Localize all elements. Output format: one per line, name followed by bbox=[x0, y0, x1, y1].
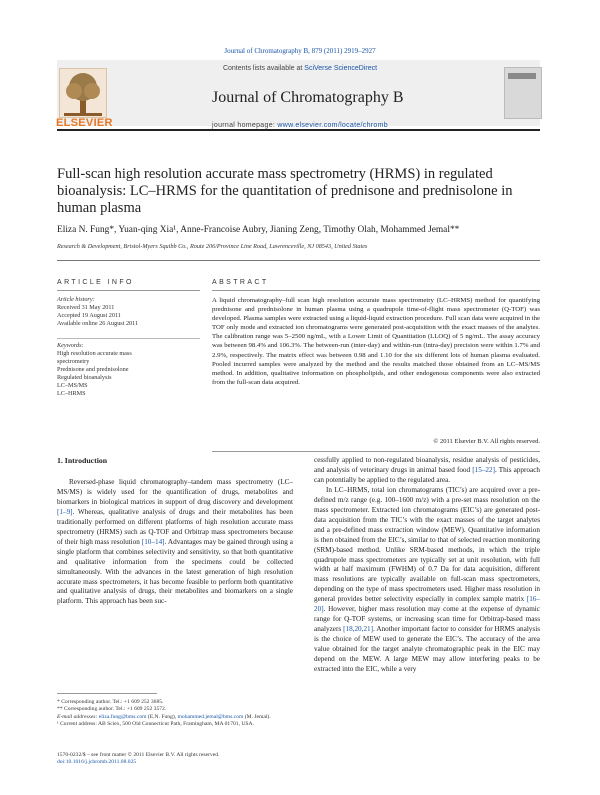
text-run: . Advantages may be gained through using a single platform that combines selectivity and sensitivity, so that both quantitative and qualitative information from the specimens could be collected simultaneously. With the advances in the latest generation of high resolution accurate mass spectrometers, it has become feasible to perform both quantitative and qualitative analysis of drugs, their metabolites and biomarkers on a single platform. This approach has been suc- bbox=[57, 537, 293, 606]
header-rule bbox=[57, 129, 540, 131]
online-date: Available online 26 August 2011 bbox=[57, 320, 139, 327]
abstract-heading: ABSTRACT bbox=[212, 279, 269, 286]
email-label: E-mail addresses: bbox=[57, 713, 98, 720]
footnote-current-address: ¹ Current address: AB Sciex, 500 Old Connecticut Path, Framingham, MA 01701, USA. bbox=[57, 720, 254, 727]
body-paragraph bbox=[314, 456, 540, 486]
copyright-notice: © 2011 Elsevier B.V. All rights reserved. bbox=[433, 438, 540, 445]
email-owner: (E.N. Fung), bbox=[147, 713, 177, 720]
abstract-bottom-rule bbox=[212, 451, 540, 452]
abstract-text: A liquid chromatography–full scan high resolution accurate mass spectrometry (LC–HRMS) method for quantifying prednisone and prednisolone in human plasma using a quadrupole time-of-flight mass spectrometer (Q-TOF) was developed. Plasma samples were extracted using a liquid-liquid extraction procedure. Full scan data were acquired in the TOF only mode and extracted ion chromatograms were generated post-acquisition with the exact masses of the analytes. The calibration range was 5–2500 ng/mL, with a Lower Limit of Quantitation (LLOQ) of 5 ng/mL. The assay accuracy was between 98.4% and 106.3%. The between-run (inter-day) and within-run (intra-day) precision were within 1.7% and 2.9%, respectively. The matrix effect was between 0.98 and 1.10 for the six different lots of human plasma evaluated. Pooled incurred samples were analyzed by the method and the results matched those obtained from an LC–MS/MS method. In addition, qualitative information on phospholipids, and other endogenous components were also extracted from the full-scan data acquired. bbox=[212, 297, 540, 386]
email-link[interactable]: eliza.fung@bms.com bbox=[98, 713, 147, 720]
keyword-item: LC–MS/MS bbox=[57, 382, 88, 389]
article-history bbox=[57, 296, 200, 328]
footnote-corresponding-2: ** Corresponding author. Tel.: +1 609 252 3572. bbox=[57, 706, 167, 713]
received-date: Received 31 May 2011 bbox=[57, 304, 115, 311]
homepage-link[interactable]: www.elsevier.com/locate/chromb bbox=[277, 122, 388, 129]
body-column-right bbox=[314, 456, 540, 675]
body-column-left bbox=[57, 478, 293, 607]
keyword-item: spectrometry bbox=[57, 358, 90, 365]
article-title: Full-scan high resolution accurate mass spectrometry (HRMS) in regulated bioanalysis: LC–HRMS for the quantitation of prednisone and prednisolone in human plasma bbox=[57, 166, 513, 216]
reference-link[interactable]: [16–20] bbox=[314, 595, 540, 614]
elsevier-tree-logo-icon bbox=[59, 68, 107, 118]
author-list: Eliza N. Fung*, Yuan-qing Xia¹, Anne-Francoise Aubry, Jianing Zeng, Timothy Olah, Mohammed Jemal** bbox=[57, 225, 460, 235]
abstract-rule bbox=[212, 290, 540, 291]
contents-prefix: Contents lists available at bbox=[222, 65, 303, 72]
footnote-rule bbox=[57, 693, 157, 694]
body-paragraph bbox=[57, 478, 293, 607]
issn-line: 1570-0232/$ – see front matter © 2011 Elsevier B.V. All rights reserved. bbox=[57, 752, 220, 758]
text-run: . This approach can potentially be applied to the regulated area. bbox=[314, 465, 540, 484]
cover-stripe bbox=[508, 73, 536, 79]
keywords-label: Keywords: bbox=[57, 342, 84, 349]
title-rule bbox=[57, 260, 540, 261]
email-owner: (M. Jemal). bbox=[244, 713, 271, 720]
publisher-logo-text: ELSEVIER bbox=[56, 117, 113, 129]
keywords-block bbox=[57, 342, 200, 398]
journal-title: Journal of Chromatography B bbox=[212, 89, 404, 106]
keyword-item: High resolution accurate mass bbox=[57, 350, 132, 357]
text-run: Reversed-phase liquid chromatography–tandem mass spectrometry (LC–MS/MS) is widely used for the quantification of drugs, metabolites and biomarkers in biological matrices in support of drug discovery and development bbox=[57, 478, 293, 506]
homepage-prefix: journal homepage: bbox=[212, 122, 276, 129]
email-link[interactable]: mohammed.jemal@bms.com bbox=[177, 713, 244, 720]
text-run: . However, higher mass resolution may come at the expense of dynamic range for Q-TOF systems, or increasing scan time for Orbitrap-based mass analyzers bbox=[314, 605, 540, 634]
text-run: cessfully applied to non-regulated bioanalysis, residue analysis of pesticides, and analysis of veterinary drugs in animal based food bbox=[314, 456, 540, 474]
keyword-item: Regulated bioanalysis bbox=[57, 374, 112, 381]
affiliation: Research & Development, Bristol-Myers Squibb Co., Route 206/Province Line Road, Lawrenceville, NJ 08543, United States bbox=[57, 243, 368, 250]
front-matter-info bbox=[57, 752, 317, 767]
sciencedirect-link[interactable]: SciVerse ScienceDirect bbox=[304, 65, 378, 72]
accepted-date: Accepted 19 August 2011 bbox=[57, 312, 121, 319]
keyword-item: LC–HRMS bbox=[57, 390, 86, 397]
history-label: Article history: bbox=[57, 296, 95, 303]
text-run: . Another important factor to consider for HRMS analysis is the choice of MEW used to generate the EIC’s. The accuracy of the area value obtained for the target analyte chromatographic peak in the EIC may depend on the MEW. A large MEW may allow interfering peaks to be extracted into the EIC, while a very bbox=[314, 625, 540, 674]
reference-link[interactable]: [1–9] bbox=[57, 507, 73, 516]
reference-link[interactable]: [15–22] bbox=[472, 465, 495, 474]
reference-link[interactable]: [10–14] bbox=[141, 537, 165, 546]
footnotes bbox=[57, 699, 293, 728]
text-run: . Whereas, qualitative analysis of drugs and their metabolites has been traditionally performed on different platforms of high resolution accurate mass spectrometry (HRMS) such as Q-TOF and Orbitrap mass spectrometers because of their high mass resolution bbox=[57, 507, 293, 546]
keyword-item: Prednisone and prednisolone bbox=[57, 366, 129, 373]
section-heading-introduction: 1. Introduction bbox=[57, 456, 108, 465]
text-run: In LC–HRMS, total ion chromatograms (TIC’s) are acquired over a pre-defined m/z range (e.g. 100–1600 m/z) with a pre-set mass resolution on the mass spectrometer. Extracted ion chromatograms (EIC’s) are generated post-data acquisition from the TIC’s with the exact masses of the target analytes and a pre-defined mass extraction window (MEW). Quantitative information is then obtained from the EIC’s, similar to that of selected reaction monitoring (SRM)-based method. Unlike SRM-based methods, in which the triple quadrupole mass spectrometers are typically set at unit resolution, with full width at half maximum (FWHM) of 0.7 Da for data acquisition, different mass resolutions are typically available on full-scan mass spectrometers, depending on the type of mass spectrometers used. Higher mass resolution in general provides better selectivity especially in complex sample matrix bbox=[314, 485, 540, 604]
keywords-rule bbox=[57, 338, 200, 339]
journal-citation[interactable]: Journal of Chromatography B, 879 (2011) 2919–2927 bbox=[224, 47, 376, 55]
footnote-corresponding-1: * Corresponding author. Tel.: +1 609 252 3685. bbox=[57, 699, 164, 705]
doi-link[interactable]: doi:10.1016/j.jchromb.2011.08.025 bbox=[57, 759, 137, 766]
reference-link[interactable]: [18,20,21] bbox=[343, 625, 374, 634]
article-info-rule bbox=[57, 290, 200, 291]
body-paragraph bbox=[314, 486, 540, 675]
footnote-emails bbox=[57, 714, 293, 721]
article-info-heading: ARTICLE INFO bbox=[57, 279, 134, 286]
